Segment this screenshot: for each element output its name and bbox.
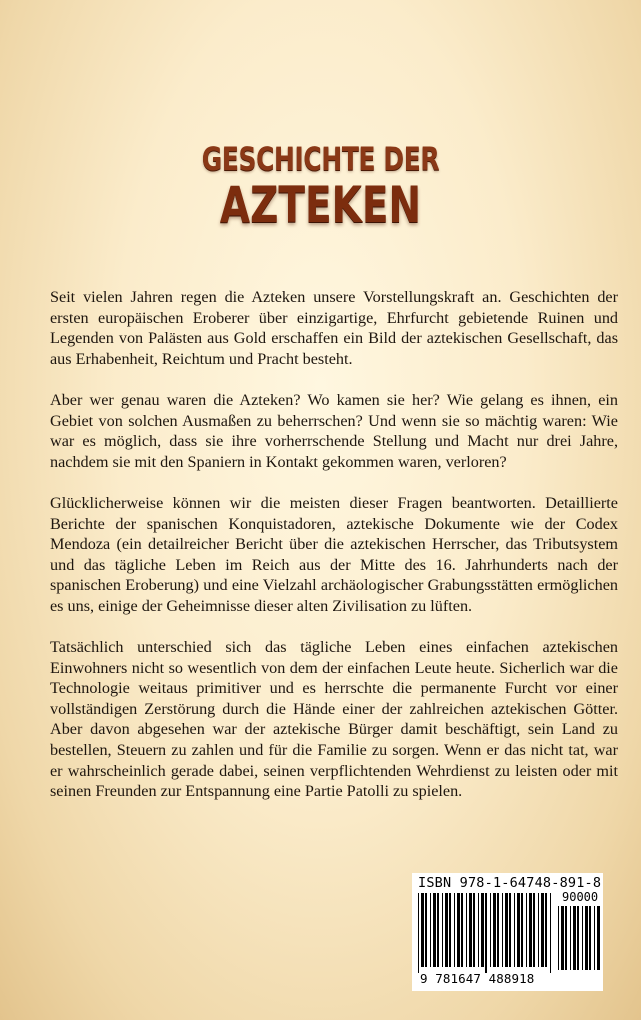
title-line-2: AZTEKEN	[219, 176, 422, 234]
isbn-label: ISBN 978-1-64748-891-8	[418, 875, 602, 891]
ean-barcode-bars	[418, 893, 552, 973]
price-barcode-bars	[558, 906, 600, 970]
blurb-text	[50, 287, 618, 822]
title-line-1: GESCHICHTE DER	[201, 140, 440, 178]
isbn-barcode	[412, 873, 603, 991]
blurb-paragraph-1: Seit vielen Jahren regen die Azteken unsere Vorstellungskraft an. Geschichten der ersten europäischen Eroberer über einzigartige, Ehrfurcht gebietende Ruinen und Legenden von Palästen aus Gold erschaffen ein Bild der aztekischen Gesellschaft, das aus Erhabenheit, Reichtum und Pracht besteht.	[50, 288, 618, 368]
blurb-paragraph-2: Aber wer genau waren die Azteken? Wo kamen sie her? Wie gelang es ihnen, ein Gebiet von solchen Ausmaßen zu beherrschen? Und wenn sie so mächtig waren: Wie war es möglich, dass sie ihre vorherrschende Stellung und Macht nur drei Jahre, nachdem sie mit den Spaniern in Kontakt gekommen waren, verloren?	[50, 390, 618, 471]
price-code: 90000	[562, 890, 599, 904]
ean-digits: 9 781647 488918	[420, 971, 535, 986]
blurb-paragraph-3: Glücklicherweise können wir die meisten dieser Fragen beantworten. Detaillierte Berichte der spanischen Konquistadoren, aztekische Dokumente wie der Codex Mendoza (ein detailreicher Bericht über die aztekischen Herrscher, das Tributsystem und das tägliche Leben im Reich aus der Mitte des 16. Jahrhunderts nach der spanischen Eroberung) und eine Vielzahl archäologischer Grabungsstätten ermöglichen es uns, einige der Geheimnisse dieser alten Zivilisation zu lüften.	[50, 493, 618, 615]
blurb-paragraph-4: Tatsächlich unterschied sich das tägliche Leben eines einfachen aztekischen Einwohners nicht so wesentlich von dem der einfachen Leute heute. Sicherlich war die Technologie weitaus primitiver und es herrschte die permanente Furcht vor einer vollständigen Zerstörung durch die Hände einer der zahlreichen aztekischen Götter. Aber davon abgesehen war der aztekische Bürger damit beschäftigt, sein Land zu bestellen, Steuern zu zahlen und für die Familie zu sorgen. Wenn er das nicht tat, war er wahrscheinlich gerade dabei, seinen verpflichtenden Wehrdienst zu leisten oder mit seinen Freunden zur Entspannung eine Partie Patolli zu spielen.	[50, 638, 618, 801]
